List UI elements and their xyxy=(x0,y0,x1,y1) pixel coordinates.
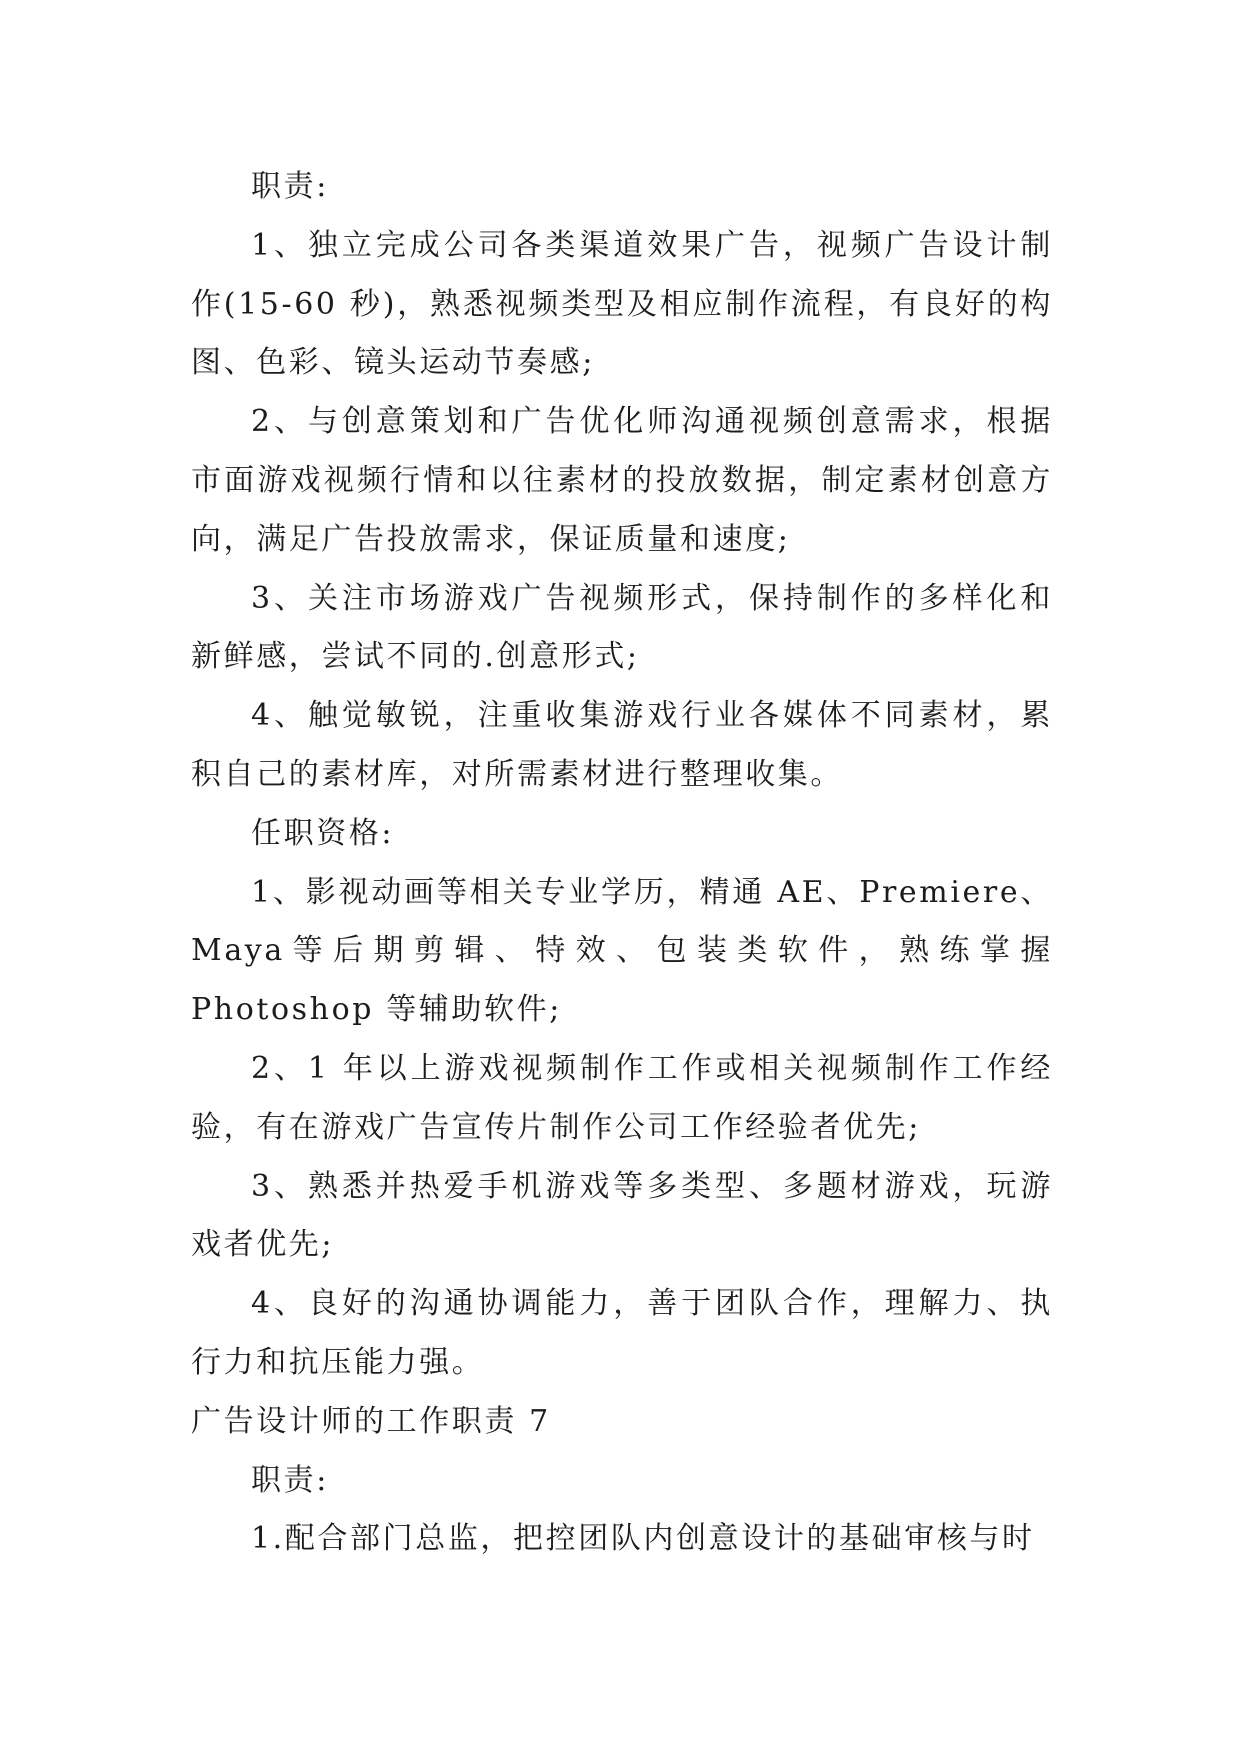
paragraph-qualification-1: 1、影视动画等相关专业学历，精通 AE、Premiere、Maya等后期剪辑、特效、包装类软件，熟练掌握 Photoshop 等辅助软件; xyxy=(191,874,1053,1028)
paragraph-qualification-2: 2、1 年以上游戏视频制作工作或相关视频制作工作经验，有在游戏广告宣传片制作公司工作经验者优先; xyxy=(191,1050,1053,1145)
paragraph-duty-3: 3、关注市场游戏广告视频形式，保持制作的多样化和新鲜感，尝试不同的.创意形式; xyxy=(191,580,1053,675)
paragraph-duties-label-2: 职责: xyxy=(251,1462,329,1498)
paragraph-duties-label: 职责: xyxy=(251,169,329,204)
paragraph-duty-2: 2、与创意策划和广告优化师沟通视频创意需求，根据市面游戏视频行情和以往素材的投放数据，制定素材创意方向，满足广告投放需求，保证质量和速度; xyxy=(191,404,1053,557)
paragraph-qualification-3: 3、熟悉并热爱手机游戏等多类型、多题材游戏，玩游戏者优先; xyxy=(191,1168,1053,1263)
document-body xyxy=(191,158,1053,1569)
paragraph-duty-1: 1、独立完成公司各类渠道效果广告，视频广告设计制作(15-60 秒)，熟悉视频类型及相应制作流程，有良好的构图、色彩、镜头运动节奏感; xyxy=(191,227,1053,381)
paragraph-duty-1-section-7: 1.配合部门总监，把控团队内创意设计的基础审核与时 xyxy=(251,1521,1035,1557)
paragraph-qualification-4: 4、良好的沟通协调能力，善于团队合作，理解力、执行力和抗压能力强。 xyxy=(191,1286,1053,1380)
paragraph-duty-4: 4、触觉敏锐，注重收集游戏行业各媒体不同素材，累积自己的素材库，对所需素材进行整理收集。 xyxy=(191,698,1053,792)
section-heading: 广告设计师的工作职责 7 xyxy=(191,1403,551,1439)
paragraph-qualifications-label: 任职资格: xyxy=(251,815,395,851)
